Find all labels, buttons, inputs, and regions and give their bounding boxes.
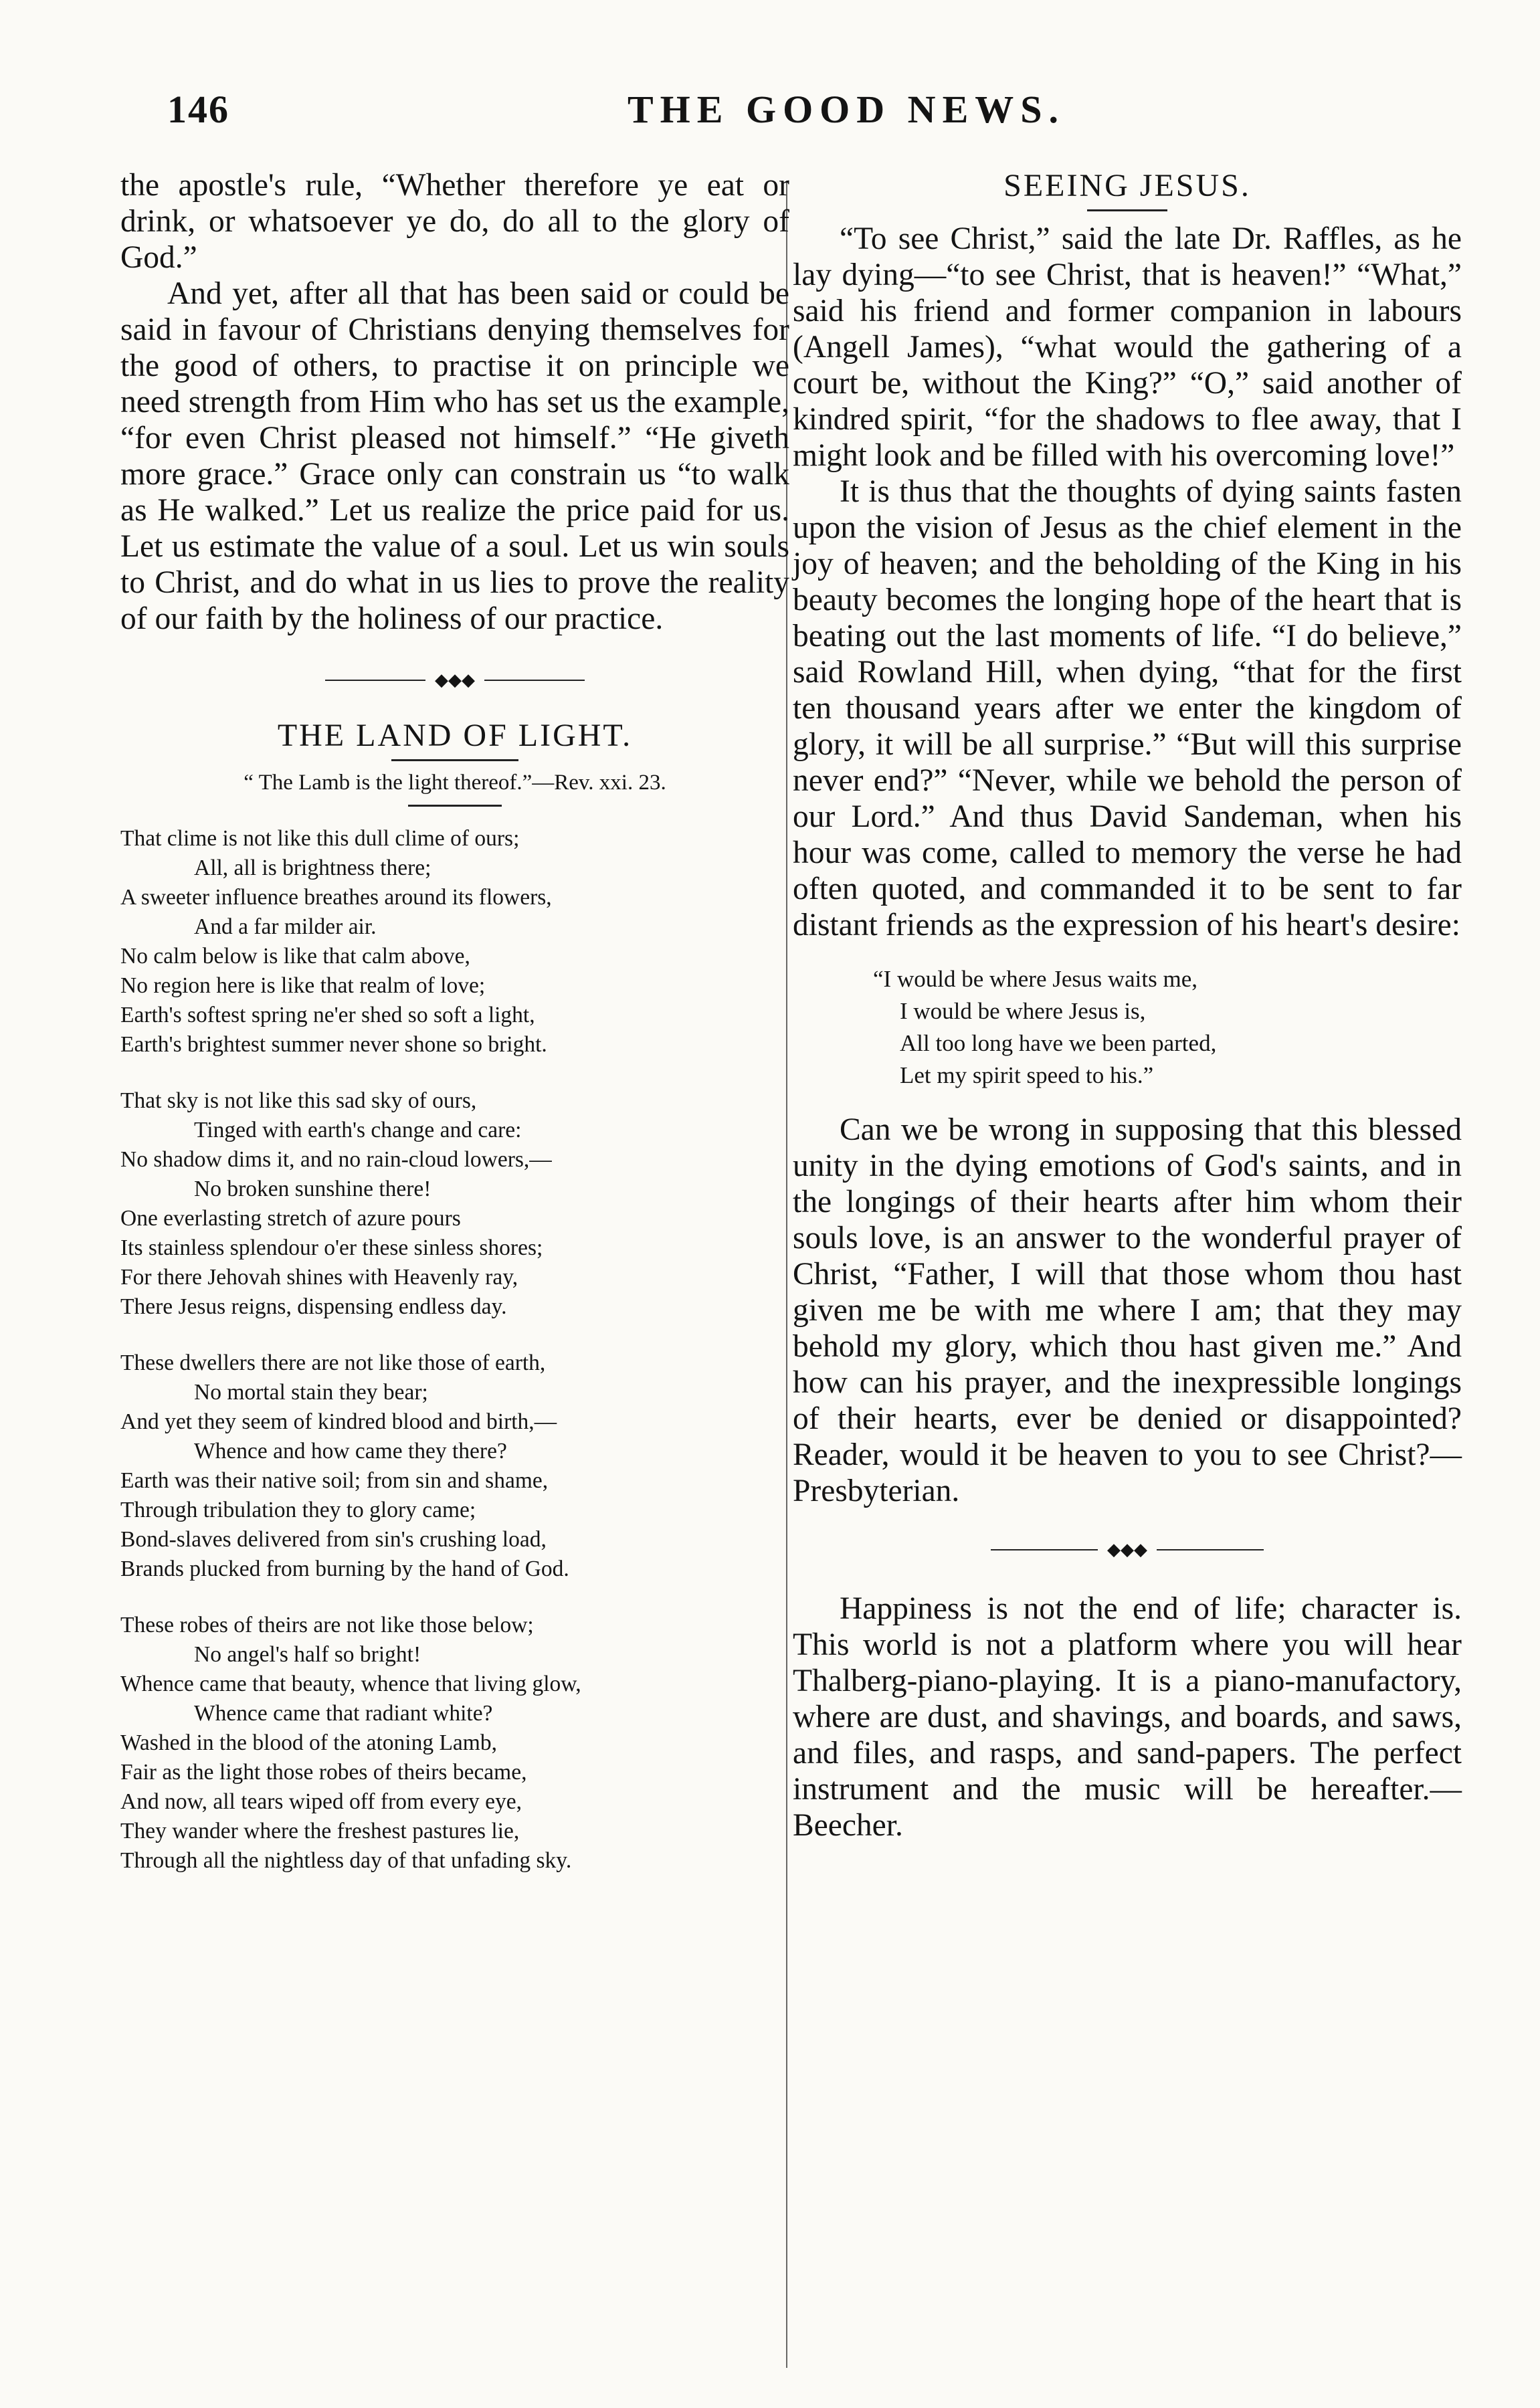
- poem-stanza-1: [120, 824, 789, 1060]
- poem-stanza-3: [120, 1348, 789, 1584]
- article-paragraph: Can we be wrong in supposing that this blessed unity in the dying emotions of God's saints, and in the longings of their hearts after him whom their souls love, is an answer to the wonderful prayer of Christ, “Father, I will that those whom thou hast given me be with me where I am; that they may behold my glory, which thou hast given me.” And how can his prayer, and the inexpressible longings of their hearts, ever be denied or disappointed? Reader, would it be heaven to you to see Christ?—Presbyterian.: [793, 1112, 1462, 1508]
- poem-line: These dwellers there are not like those of earth,: [120, 1350, 546, 1375]
- ornament-bar-right: [1157, 1549, 1264, 1550]
- closing-paragraph: And yet, after all that has been said or could be said in favour of Christians denying themselves for the good of others, to practise it on principle we need strength from Him who has set us the example, “for even Christ pleased not himself.” “He giveth more grace.” Grace only can constrain us “to walk as He walked.” Let us realize the price paid for us. Let us estimate the value of a soul. Let us win souls to Christ, and do what in us lies to prove the reality of our faith by the holiness of our practice.: [120, 276, 789, 636]
- article-title-rule: [1087, 209, 1167, 211]
- poem: [120, 824, 789, 1876]
- poem-line: Earth was their native soil; from sin and shame,: [120, 1468, 549, 1493]
- article-paragraph: “To see Christ,” said the late Dr. Raffles, as he lay dying—“to see Christ, that is heaven!” “What,” said his friend and former companion in labours (Angell James), “what would the gathering of a court be, without the King?” “O,” said another of kindred spirit, “for the shadows to flee away, that I might look and be filled with his overcoming love!”: [793, 221, 1462, 473]
- poem-line: One everlasting stretch of azure pours: [120, 1206, 461, 1231]
- section-ornament: [120, 670, 789, 690]
- continued-paragraph: the apostle's rule, “Whether therefore ye eat or drink, or whatsoever ye do, do all to the glory of God.”: [120, 168, 789, 275]
- poem-line: That clime is not like this dull clime of ours;: [120, 826, 520, 851]
- poem-epigraph: “ The Lamb is the light thereof.”—Rev. xxi. 23.: [244, 771, 666, 795]
- quoted-verse-line: I would be where Jesus is,: [900, 998, 1146, 1024]
- ornament-mark: ◆◆◆: [435, 670, 475, 690]
- poem-line: Whence came that beauty, whence that living glow,: [120, 1672, 581, 1696]
- poem-title: THE LAND OF LIGHT.: [277, 718, 633, 753]
- page-header: [167, 87, 1472, 140]
- right-prose-continued: [793, 1112, 1462, 1509]
- quoted-verse-line: All too long have we been parted,: [900, 1030, 1217, 1056]
- poem-line: Whence came that radiant white?: [194, 1701, 493, 1726]
- poem-line: No calm below is like that calm above,: [120, 944, 470, 969]
- poem-line: No region here is like that realm of love;: [120, 973, 486, 998]
- poem-line: There Jesus reigns, dispensing endless day.: [120, 1294, 507, 1319]
- poem-stanza-4: [120, 1611, 789, 1876]
- poem-line: No angel's half so bright!: [194, 1642, 421, 1667]
- poem-line: Earth's brightest summer never shone so bright.: [120, 1032, 547, 1057]
- poem-line: Washed in the blood of the atoning Lamb,: [120, 1730, 497, 1755]
- poem-line: And yet they seem of kindred blood and birth,—: [120, 1409, 557, 1434]
- poem-line: These robes of theirs are not like those below;: [120, 1613, 534, 1637]
- poem-stanza-2: [120, 1086, 789, 1322]
- ornament-mark: ◆◆◆: [1107, 1540, 1147, 1559]
- poem-line: That sky is not like this sad sky of ours,: [120, 1088, 477, 1113]
- poem-line: Tinged with earth's change and care:: [194, 1118, 522, 1142]
- poem-line: Earth's softest spring ne'er shed so soft a light,: [120, 1003, 535, 1027]
- poem-line: And a far milder air.: [194, 914, 377, 939]
- poem-line: No mortal stain they bear;: [194, 1380, 428, 1405]
- poem-line: Whence and how came they there?: [194, 1439, 507, 1464]
- poem-line: Its stainless splendour o'er these sinless shores;: [120, 1235, 543, 1260]
- poem-line: No shadow dims it, and no rain-cloud lowers,—: [120, 1147, 552, 1172]
- poem-line: A sweeter influence breathes around its flowers,: [120, 885, 552, 910]
- poem-line: All, all is brightness there;: [194, 856, 431, 880]
- epigraph-rule: [408, 805, 502, 807]
- poem-line: And now, all tears wiped off from every eye,: [120, 1789, 522, 1814]
- ornament-bar-left: [991, 1549, 1098, 1550]
- poem-line: They wander where the freshest pastures lie,: [120, 1819, 520, 1843]
- article-title: SEEING JESUS.: [1003, 168, 1251, 203]
- left-prose: [120, 167, 789, 637]
- ornament-bar-right: [484, 680, 585, 681]
- poem-line: No broken sunshine there!: [194, 1177, 431, 1201]
- section-ornament: [793, 1540, 1462, 1560]
- page-number: 146: [167, 88, 229, 131]
- poem-line: Through all the nightless day of that unfading sky.: [120, 1848, 572, 1873]
- poem-line: Fair as the light those robes of theirs became,: [120, 1760, 527, 1785]
- right-column: [793, 167, 1462, 1843]
- quoted-verse: [873, 963, 1462, 1092]
- poem-line: Bond-slaves delivered from sin's crushing load,: [120, 1527, 547, 1552]
- article-paragraph: It is thus that the thoughts of dying saints fasten upon the vision of Jesus as the chief element in the joy of heaven; and the beholding of the King in his beauty becomes the longing hope of the heart that is beating out the last moments of life. “I do believe,” said Rowland Hill, when dying, “that for the first ten thousand years after we enter the kingdom of glory, it will be all surprise.” “But will this surprise never end?” “Never, while we behold the person of our Lord.” And thus David Sandeman, when his hour was come, called to memory the verse he had often quoted, and commanded it to be sent to far distant friends as the expression of his heart's desire:: [793, 474, 1462, 942]
- ornament-bar-left: [325, 680, 425, 681]
- poem-line: Through tribulation they to glory came;: [120, 1498, 476, 1522]
- closing-note-paragraph: Happiness is not the end of life; character is. This world is not a platform where you will hear Thalberg-piano-playing. It is a piano-manufactory, where are dust, and shavings, and boards, and saws, and files, and rasps, and sand-papers. The perfect instrument and the music will be hereafter.—Beecher.: [793, 1591, 1462, 1843]
- poem-title-rule: [391, 759, 518, 761]
- right-prose: [793, 221, 1462, 943]
- poem-line: Brands plucked from burning by the hand of God.: [120, 1557, 569, 1581]
- quoted-verse-line: Let my spirit speed to his.”: [900, 1062, 1154, 1088]
- quoted-verse-line: “I would be where Jesus waits me,: [873, 966, 1198, 992]
- poem-line: For there Jehovah shines with Heavenly ray,: [120, 1265, 518, 1290]
- left-column: [120, 167, 789, 1876]
- running-head-title: THE GOOD NEWS.: [627, 88, 1066, 131]
- closing-note: [793, 1591, 1462, 1843]
